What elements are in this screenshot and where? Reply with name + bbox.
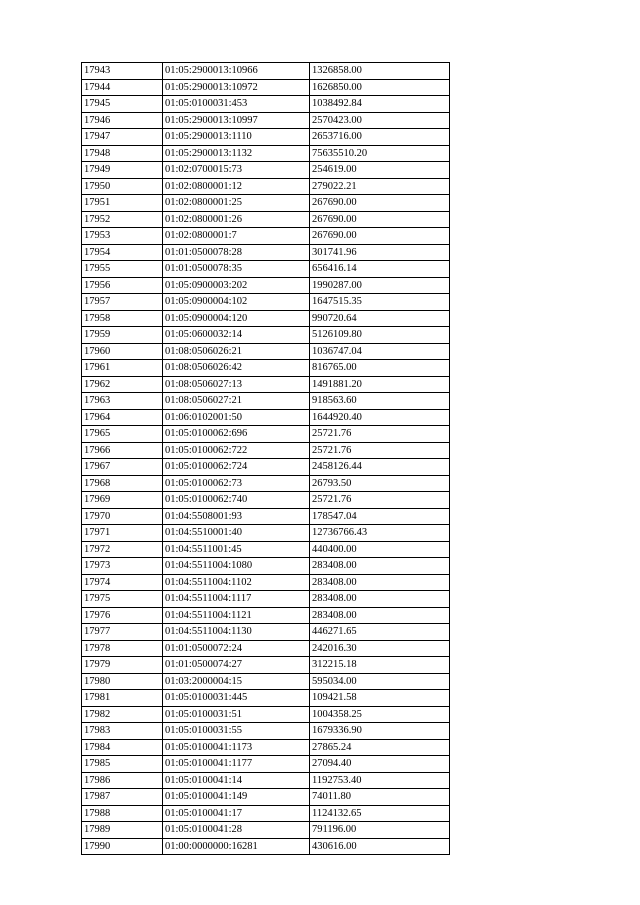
- value-cell: 2458126.44: [310, 459, 450, 476]
- cadastral-number-cell: 01:08:0506026:21: [163, 343, 310, 360]
- row-number-cell: 17952: [82, 211, 163, 228]
- value-cell: 283408.00: [310, 574, 450, 591]
- table-row: [82, 591, 450, 608]
- value-cell: 1038492.84: [310, 96, 450, 113]
- cadastral-number-cell: 01:01:0500074:27: [163, 657, 310, 674]
- row-number-cell: 17951: [82, 195, 163, 212]
- table-row: [82, 393, 450, 410]
- row-number-cell: 17976: [82, 607, 163, 624]
- cadastral-number-cell: 01:04:5511004:1102: [163, 574, 310, 591]
- value-cell: 25721.76: [310, 492, 450, 509]
- row-number-cell: 17960: [82, 343, 163, 360]
- value-cell: 1192753.40: [310, 772, 450, 789]
- cadastral-number-cell: 01:05:2900013:1110: [163, 129, 310, 146]
- cadastral-number-cell: 01:05:0100041:149: [163, 789, 310, 806]
- cadastral-number-cell: 01:05:0900004:120: [163, 310, 310, 327]
- cadastral-number-cell: 01:05:2900013:10966: [163, 63, 310, 80]
- row-number-cell: 17967: [82, 459, 163, 476]
- cadastral-number-cell: 01:05:0100062:724: [163, 459, 310, 476]
- cadastral-number-cell: 01:05:0100041:17: [163, 805, 310, 822]
- table-row: [82, 574, 450, 591]
- row-number-cell: 17965: [82, 426, 163, 443]
- table-row: [82, 244, 450, 261]
- table-row: [82, 261, 450, 278]
- cadastral-number-cell: 01:01:0500072:24: [163, 640, 310, 657]
- row-number-cell: 17957: [82, 294, 163, 311]
- table-row: [82, 706, 450, 723]
- row-number-cell: 17954: [82, 244, 163, 261]
- table-row: [82, 112, 450, 129]
- row-number-cell: 17947: [82, 129, 163, 146]
- table-row: [82, 475, 450, 492]
- table-row: [82, 211, 450, 228]
- row-number-cell: 17969: [82, 492, 163, 509]
- cadastral-number-cell: 01:02:0800001:12: [163, 178, 310, 195]
- value-cell: 267690.00: [310, 211, 450, 228]
- value-cell: 254619.00: [310, 162, 450, 179]
- table-row: [82, 310, 450, 327]
- table-row: [82, 195, 450, 212]
- row-number-cell: 17978: [82, 640, 163, 657]
- cadastral-number-cell: 01:05:2900013:1132: [163, 145, 310, 162]
- value-cell: 656416.14: [310, 261, 450, 278]
- table-row: [82, 96, 450, 113]
- row-number-cell: 17985: [82, 756, 163, 773]
- row-number-cell: 17962: [82, 376, 163, 393]
- value-cell: 27094.40: [310, 756, 450, 773]
- row-number-cell: 17955: [82, 261, 163, 278]
- cadastral-number-cell: 01:08:0506027:13: [163, 376, 310, 393]
- cadastral-number-cell: 01:05:0100062:740: [163, 492, 310, 509]
- table-row: [82, 772, 450, 789]
- value-cell: 1124132.65: [310, 805, 450, 822]
- cadastral-number-cell: 01:03:2000004:15: [163, 673, 310, 690]
- table-row: [82, 657, 450, 674]
- value-cell: 178547.04: [310, 508, 450, 525]
- cadastral-number-cell: 01:04:5511004:1080: [163, 558, 310, 575]
- table-row: [82, 294, 450, 311]
- table-row: [82, 508, 450, 525]
- row-number-cell: 17945: [82, 96, 163, 113]
- value-cell: 791196.00: [310, 822, 450, 839]
- value-cell: 918563.60: [310, 393, 450, 410]
- value-cell: 75635510.20: [310, 145, 450, 162]
- table-row: [82, 129, 450, 146]
- value-cell: 25721.76: [310, 426, 450, 443]
- row-number-cell: 17972: [82, 541, 163, 558]
- row-number-cell: 17970: [82, 508, 163, 525]
- cadastral-number-cell: 01:05:0100041:1173: [163, 739, 310, 756]
- row-number-cell: 17943: [82, 63, 163, 80]
- value-cell: 440400.00: [310, 541, 450, 558]
- value-cell: 2570423.00: [310, 112, 450, 129]
- value-cell: 301741.96: [310, 244, 450, 261]
- cadastral-number-cell: 01:05:0900003:202: [163, 277, 310, 294]
- value-cell: 279022.21: [310, 178, 450, 195]
- cadastral-number-cell: 01:05:0100031:453: [163, 96, 310, 113]
- table-row: [82, 178, 450, 195]
- value-cell: 595034.00: [310, 673, 450, 690]
- row-number-cell: 17946: [82, 112, 163, 129]
- cadastral-number-cell: 01:05:0900004:102: [163, 294, 310, 311]
- table-row: [82, 624, 450, 641]
- table-row: [82, 442, 450, 459]
- table-row: [82, 343, 450, 360]
- cadastral-number-cell: 01:05:0100031:445: [163, 690, 310, 707]
- registry-table-body: [82, 63, 450, 855]
- value-cell: 2653716.00: [310, 129, 450, 146]
- cadastral-number-cell: 01:01:0500078:35: [163, 261, 310, 278]
- row-number-cell: 17959: [82, 327, 163, 344]
- cadastral-number-cell: 01:02:0800001:7: [163, 228, 310, 245]
- table-row: [82, 277, 450, 294]
- row-number-cell: 17977: [82, 624, 163, 641]
- table-row: [82, 327, 450, 344]
- row-number-cell: 17949: [82, 162, 163, 179]
- cadastral-number-cell: 01:05:0100062:73: [163, 475, 310, 492]
- cadastral-number-cell: 01:05:2900013:10997: [163, 112, 310, 129]
- table-row: [82, 79, 450, 96]
- table-row: [82, 426, 450, 443]
- value-cell: 109421.58: [310, 690, 450, 707]
- value-cell: 283408.00: [310, 558, 450, 575]
- row-number-cell: 17950: [82, 178, 163, 195]
- value-cell: 990720.64: [310, 310, 450, 327]
- cadastral-number-cell: 01:04:5508001:93: [163, 508, 310, 525]
- cadastral-number-cell: 01:06:0102001:50: [163, 409, 310, 426]
- row-number-cell: 17971: [82, 525, 163, 542]
- cadastral-number-cell: 01:08:0506026:42: [163, 360, 310, 377]
- cadastral-number-cell: 01:05:0100041:14: [163, 772, 310, 789]
- cadastral-number-cell: 01:05:0100041:1177: [163, 756, 310, 773]
- row-number-cell: 17979: [82, 657, 163, 674]
- row-number-cell: 17953: [82, 228, 163, 245]
- row-number-cell: 17987: [82, 789, 163, 806]
- value-cell: 27865.24: [310, 739, 450, 756]
- table-row: [82, 640, 450, 657]
- value-cell: 1326858.00: [310, 63, 450, 80]
- cadastral-number-cell: 01:05:0100031:55: [163, 723, 310, 740]
- table-row: [82, 541, 450, 558]
- cadastral-number-cell: 01:04:5511004:1117: [163, 591, 310, 608]
- cadastral-number-cell: 01:08:0506027:21: [163, 393, 310, 410]
- cadastral-number-cell: 01:05:2900013:10972: [163, 79, 310, 96]
- row-number-cell: 17975: [82, 591, 163, 608]
- table-row: [82, 409, 450, 426]
- value-cell: 312215.18: [310, 657, 450, 674]
- cadastral-number-cell: 01:04:5510001:40: [163, 525, 310, 542]
- value-cell: 1647515.35: [310, 294, 450, 311]
- table-row: [82, 805, 450, 822]
- table-row: [82, 607, 450, 624]
- row-number-cell: 17988: [82, 805, 163, 822]
- row-number-cell: 17989: [82, 822, 163, 839]
- table-row: [82, 739, 450, 756]
- value-cell: 1004358.25: [310, 706, 450, 723]
- table-row: [82, 459, 450, 476]
- value-cell: 1491881.20: [310, 376, 450, 393]
- value-cell: 430616.00: [310, 838, 450, 855]
- cadastral-number-cell: 01:04:5511004:1121: [163, 607, 310, 624]
- row-number-cell: 17956: [82, 277, 163, 294]
- row-number-cell: 17990: [82, 838, 163, 855]
- registry-table: [81, 62, 450, 855]
- value-cell: 1036747.04: [310, 343, 450, 360]
- table-row: [82, 822, 450, 839]
- row-number-cell: 17983: [82, 723, 163, 740]
- value-cell: 26793.50: [310, 475, 450, 492]
- row-number-cell: 17958: [82, 310, 163, 327]
- table-row: [82, 558, 450, 575]
- row-number-cell: 17966: [82, 442, 163, 459]
- value-cell: 74011.80: [310, 789, 450, 806]
- cadastral-number-cell: 01:05:0100062:696: [163, 426, 310, 443]
- row-number-cell: 17974: [82, 574, 163, 591]
- row-number-cell: 17948: [82, 145, 163, 162]
- value-cell: 1626850.00: [310, 79, 450, 96]
- table-row: [82, 492, 450, 509]
- table-row: [82, 756, 450, 773]
- value-cell: 267690.00: [310, 195, 450, 212]
- value-cell: 267690.00: [310, 228, 450, 245]
- row-number-cell: 17944: [82, 79, 163, 96]
- row-number-cell: 17964: [82, 409, 163, 426]
- cadastral-number-cell: 01:01:0500078:28: [163, 244, 310, 261]
- table-row: [82, 376, 450, 393]
- row-number-cell: 17961: [82, 360, 163, 377]
- value-cell: 12736766.43: [310, 525, 450, 542]
- table-row: [82, 63, 450, 80]
- row-number-cell: 17968: [82, 475, 163, 492]
- row-number-cell: 17986: [82, 772, 163, 789]
- value-cell: 5126109.80: [310, 327, 450, 344]
- row-number-cell: 17982: [82, 706, 163, 723]
- value-cell: 816765.00: [310, 360, 450, 377]
- table-row: [82, 690, 450, 707]
- value-cell: 1990287.00: [310, 277, 450, 294]
- cadastral-number-cell: 01:05:0100041:28: [163, 822, 310, 839]
- row-number-cell: 17984: [82, 739, 163, 756]
- table-row: [82, 723, 450, 740]
- table-row: [82, 145, 450, 162]
- cadastral-number-cell: 01:02:0700015:73: [163, 162, 310, 179]
- table-row: [82, 673, 450, 690]
- value-cell: 25721.76: [310, 442, 450, 459]
- value-cell: 446271.65: [310, 624, 450, 641]
- value-cell: 242016.30: [310, 640, 450, 657]
- table-row: [82, 789, 450, 806]
- table-row: [82, 838, 450, 855]
- cadastral-number-cell: 01:04:5511001:45: [163, 541, 310, 558]
- value-cell: 1644920.40: [310, 409, 450, 426]
- value-cell: 283408.00: [310, 591, 450, 608]
- table-row: [82, 525, 450, 542]
- cadastral-number-cell: 01:05:0100031:51: [163, 706, 310, 723]
- table-row: [82, 360, 450, 377]
- value-cell: 1679336.90: [310, 723, 450, 740]
- cadastral-number-cell: 01:04:5511004:1130: [163, 624, 310, 641]
- cadastral-number-cell: 01:00:0000000:16281: [163, 838, 310, 855]
- cadastral-number-cell: 01:02:0800001:25: [163, 195, 310, 212]
- row-number-cell: 17981: [82, 690, 163, 707]
- cadastral-number-cell: 01:05:0600032:14: [163, 327, 310, 344]
- table-row: [82, 162, 450, 179]
- row-number-cell: 17963: [82, 393, 163, 410]
- table-row: [82, 228, 450, 245]
- cadastral-number-cell: 01:02:0800001:26: [163, 211, 310, 228]
- row-number-cell: 17973: [82, 558, 163, 575]
- value-cell: 283408.00: [310, 607, 450, 624]
- row-number-cell: 17980: [82, 673, 163, 690]
- cadastral-number-cell: 01:05:0100062:722: [163, 442, 310, 459]
